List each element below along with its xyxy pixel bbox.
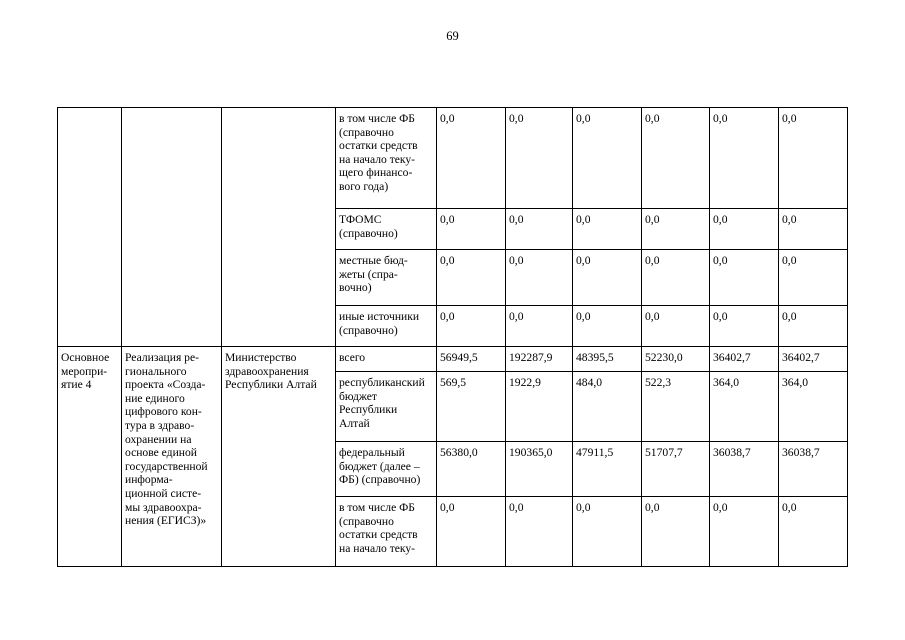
value-cell: 1922,9 <box>506 372 573 442</box>
value-cell: 0,0 <box>710 108 779 209</box>
empty-executor-cell <box>222 108 336 347</box>
value-cell: 36402,7 <box>710 347 779 372</box>
value-cell: 0,0 <box>573 250 642 306</box>
funding-source-cell: местные бюд- жеты (спра- вочно) <box>336 250 437 306</box>
value-cell: 0,0 <box>779 250 848 306</box>
value-cell: 0,0 <box>506 497 573 567</box>
value-cell: 0,0 <box>506 250 573 306</box>
value-cell: 0,0 <box>710 497 779 567</box>
value-cell: 0,0 <box>710 306 779 347</box>
value-cell: 51707,7 <box>642 442 710 497</box>
value-cell: 0,0 <box>437 209 506 250</box>
empty-status-cell <box>58 108 122 347</box>
table-row <box>58 347 848 372</box>
funding-source-cell: федеральный бюджет (далее – ФБ) (справочно) <box>336 442 437 497</box>
value-cell: 0,0 <box>779 306 848 347</box>
value-cell: 0,0 <box>506 209 573 250</box>
value-cell: 56949,5 <box>437 347 506 372</box>
funding-source-cell: ТФОМС (справочно) <box>336 209 437 250</box>
value-cell: 0,0 <box>506 108 573 209</box>
value-cell: 484,0 <box>573 372 642 442</box>
value-cell: 192287,9 <box>506 347 573 372</box>
measure-status-cell: Основное меропри- ятие 4 <box>58 347 122 567</box>
value-cell: 52230,0 <box>642 347 710 372</box>
funding-source-cell: в том числе ФБ (справочно остатки средств на начало теку- <box>336 497 437 567</box>
value-cell: 0,0 <box>642 209 710 250</box>
value-cell: 0,0 <box>779 108 848 209</box>
value-cell: 190365,0 <box>506 442 573 497</box>
value-cell: 0,0 <box>779 497 848 567</box>
value-cell: 0,0 <box>642 306 710 347</box>
funding-source-cell: всего <box>336 347 437 372</box>
value-cell: 0,0 <box>573 306 642 347</box>
funding-source-cell: республиканский бюджет Республики Алтай <box>336 372 437 442</box>
measure-executor-cell: Министерство здравоохранения Республики Алтай <box>222 347 336 567</box>
value-cell: 0,0 <box>710 209 779 250</box>
value-cell: 48395,5 <box>573 347 642 372</box>
value-cell: 0,0 <box>573 108 642 209</box>
value-cell: 36038,7 <box>710 442 779 497</box>
value-cell: 0,0 <box>573 497 642 567</box>
value-cell: 36038,7 <box>779 442 848 497</box>
value-cell: 0,0 <box>642 108 710 209</box>
value-cell: 0,0 <box>437 108 506 209</box>
value-cell: 0,0 <box>779 209 848 250</box>
value-cell: 47911,5 <box>573 442 642 497</box>
value-cell: 0,0 <box>506 306 573 347</box>
value-cell: 364,0 <box>779 372 848 442</box>
value-cell: 0,0 <box>710 250 779 306</box>
value-cell: 0,0 <box>642 497 710 567</box>
measure-name-cell: Реализация ре- гионального проекта «Созда- ние единого цифрового кон- тура в здраво- охранении на основе единой государственной информа- ционной систе- мы здравоохра- нения (ЕГИСЗ)» <box>122 347 222 567</box>
value-cell: 56380,0 <box>437 442 506 497</box>
value-cell: 522,3 <box>642 372 710 442</box>
empty-name-cell <box>122 108 222 347</box>
value-cell: 0,0 <box>437 497 506 567</box>
funding-source-cell: иные источники (справочно) <box>336 306 437 347</box>
value-cell: 0,0 <box>437 306 506 347</box>
table-row <box>58 108 848 209</box>
value-cell: 364,0 <box>710 372 779 442</box>
value-cell: 0,0 <box>573 209 642 250</box>
budget-table <box>57 107 848 567</box>
funding-source-cell: в том числе ФБ (справочно остатки средств на начало теку- щего финансо- вого года) <box>336 108 437 209</box>
value-cell: 36402,7 <box>779 347 848 372</box>
value-cell: 0,0 <box>642 250 710 306</box>
page-number: 69 <box>446 29 459 43</box>
value-cell: 0,0 <box>437 250 506 306</box>
value-cell: 569,5 <box>437 372 506 442</box>
